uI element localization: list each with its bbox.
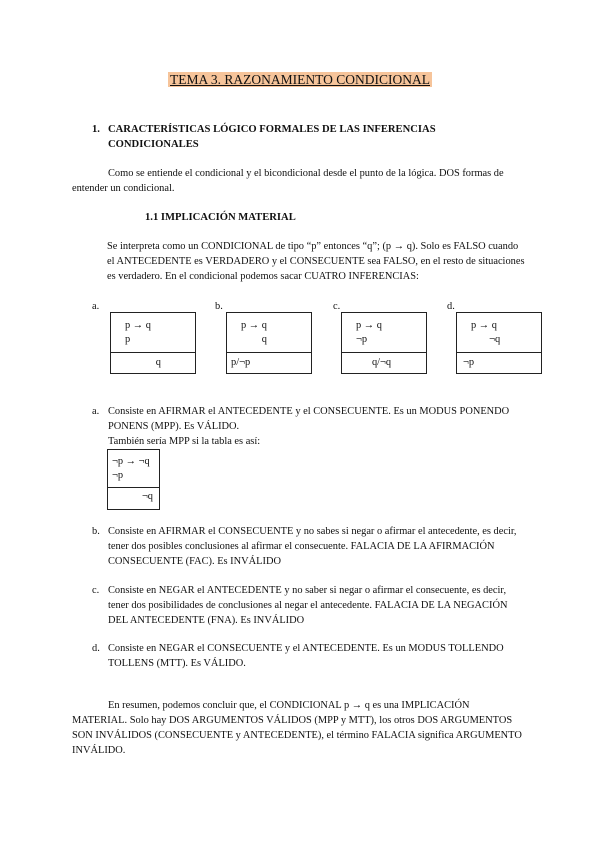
box-premises [108, 450, 159, 488]
inference-box-d [456, 312, 542, 374]
page-title: TEMA 3. RAZONAMIENTO CONDICIONAL [170, 72, 430, 87]
box-conclusion: ¬q [141, 491, 153, 502]
inference-box-c [341, 312, 427, 374]
box-label-c: c. [333, 301, 341, 312]
list-marker: c. [92, 585, 100, 596]
box-premises [227, 313, 311, 353]
list-text: Consiste en AFIRMAR el ANTECEDENTE y el CONSECUENTE. Es un MODUS PONENDO PONENS (MPP). Es VÁLIDO. [108, 406, 510, 433]
inference-box-b [226, 312, 312, 374]
premise-line: p → q [356, 320, 382, 331]
list-text: Consiste en AFIRMAR el CONSECUENTE y no sabes si negar o afirmar el antecedente, es decir, tener dos posibles conclusiones al afirmar el consecuente. FALACIA DE LA AFIRMACIÓN CONSECUENTE (FAC). Es INVÁLIDO [108, 526, 517, 568]
box-label-a: a. [92, 301, 100, 312]
box-conclusion: ¬p [463, 357, 475, 368]
premise-line: ¬p [356, 333, 368, 345]
list-text: Consiste en NEGAR el ANTECEDENTE y no saber si negar o afirmar el consecuente, es decir, tener dos posibilidades de conclusiones al negar el antecedente. FALACIA DE LA NEGACIÓN DEL ANTECEDENTE (FNA). Es INVÁLIDO [108, 585, 508, 627]
premise-line: ¬p → ¬q [112, 456, 150, 467]
box-premises [111, 313, 195, 353]
premise-line: ¬q [471, 333, 501, 345]
box-conclusion: q/¬q [346, 357, 392, 368]
list-marker: b. [92, 526, 100, 537]
intro-paragraph: Como se entiende el condicional y el bicondicional desde el punto de la lógica. DOS formas de entender un condicional. [72, 168, 504, 195]
box-premises [342, 313, 426, 353]
implication-paragraph: Se interpreta como un CONDICIONAL de tipo “p” entonces “q”; (p → q). Solo es FALSO cuando el ANTECEDENTE es VERDADERO y el CONSECUENTE sea FALSO, en el resto de situaciones es verdadero. En el condicional podemos sacar CUATRO INFERENCIAS: [107, 241, 525, 283]
premise-line: p [125, 333, 131, 345]
box-premises [457, 313, 541, 353]
list-marker: d. [92, 643, 100, 654]
section-number: 1. [92, 124, 100, 135]
premise-line: q [241, 333, 267, 345]
page-title-wrap [0, 70, 600, 90]
list-note: También sería MPP si la tabla es así: [108, 436, 261, 447]
premise-line: p → q [241, 320, 267, 331]
list-text: Consiste en NEGAR el CONSECUENTE y el ANTECEDENTE. Es un MODUS TOLLENDO TOLLENS (MTT). Es VÁLIDO. [108, 643, 504, 670]
premise-line: ¬p [112, 469, 124, 481]
premise-line: p → q [471, 320, 497, 331]
box-conclusion: p/¬p [231, 357, 251, 368]
subsection-heading: 1.1 IMPLICACIÓN MATERIAL [145, 212, 296, 223]
box-label-b: b. [215, 301, 223, 312]
inference-box-a [110, 312, 196, 374]
premise-line: p → q [125, 320, 151, 331]
inference-box-extra [107, 449, 160, 510]
section-title: CARACTERÍSTICAS LÓGICO FORMALES DE LAS INFERENCIAS CONDICIONALES [108, 124, 436, 151]
box-label-d: d. [447, 301, 455, 312]
box-conclusion: q [135, 357, 161, 368]
list-marker: a. [92, 406, 100, 417]
summary-paragraph: En resumen, podemos concluir que, el CONDICIONAL p → q es una IMPLICACIÓN MATERIAL. Solo hay DOS ARGUMENTOS VÁLIDOS (MPP y MTT), los otros DOS ARGUMENTOS SON INVÁLIDOS (CONSECUENTE y ANTECEDENTE), el término FALACIA significa ARGUMENTO INVÁLIDO. [72, 700, 522, 757]
